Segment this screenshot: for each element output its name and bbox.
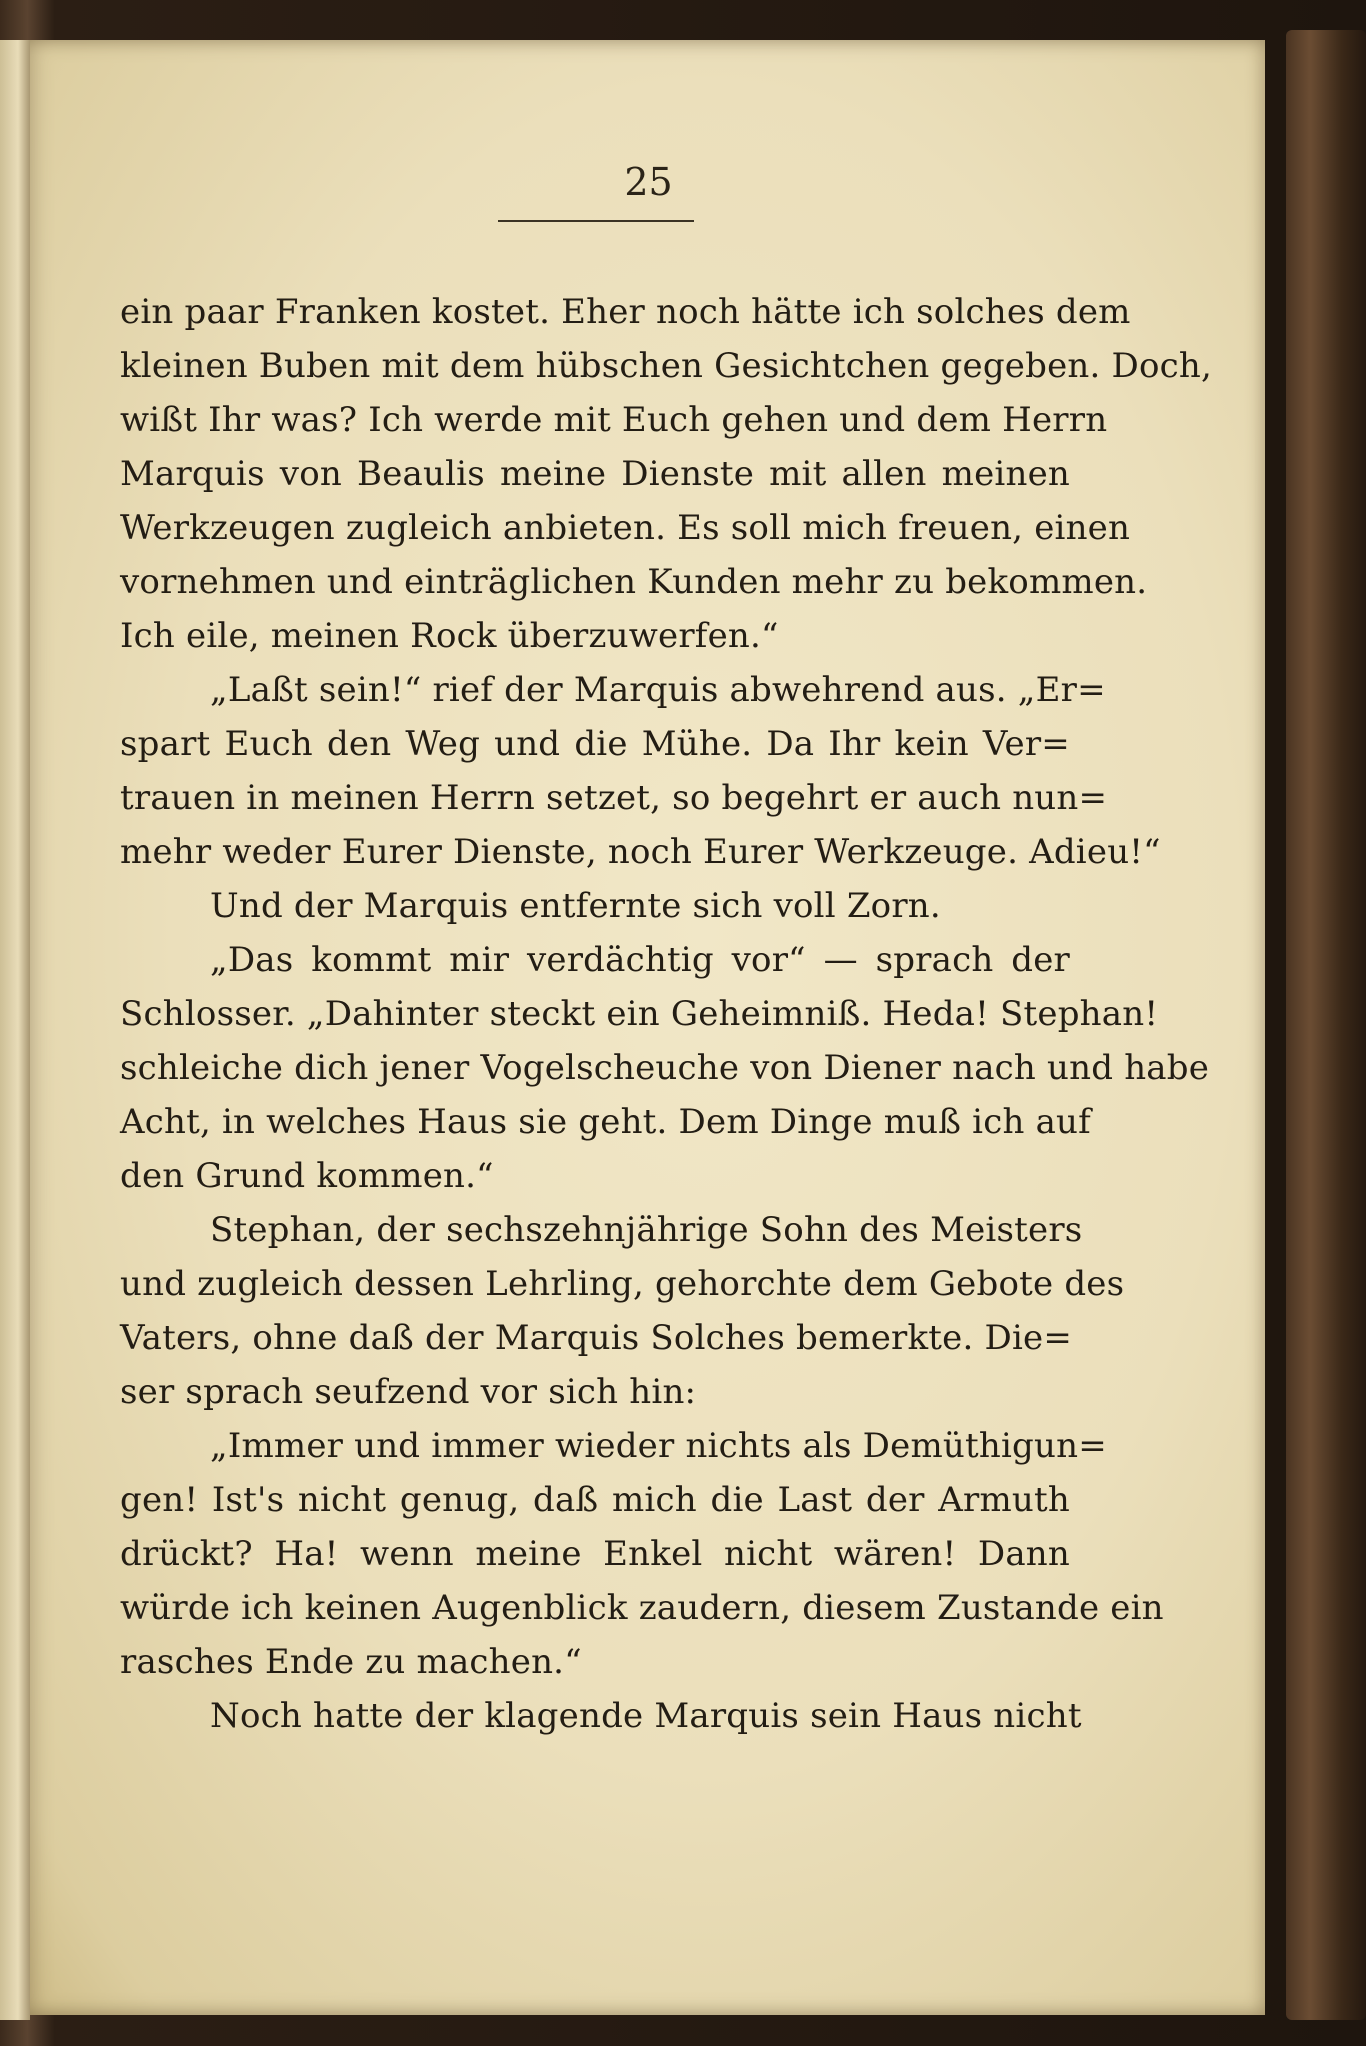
- page-gutter: [0, 40, 30, 2020]
- text-line: Stephan, der sechszehnjährige Sohn des Meisters: [210, 1210, 1083, 1250]
- text-line: den Grund kommen.“: [120, 1156, 494, 1196]
- text-line: gen! Ist's nicht genug, daß mich die Last der Armuth: [120, 1480, 1070, 1520]
- text-line: trauen in meinen Herrn setzet, so begehrt er auch nun=: [120, 778, 1108, 818]
- text-line: mehr weder Eurer Dienste, noch Eurer Werkzeuge. Adieu!“: [120, 832, 1161, 872]
- book-cover-edge: [1286, 30, 1366, 2020]
- text-line: rasches Ende zu machen.“: [120, 1642, 582, 1682]
- body-text: [120, 285, 1212, 1743]
- page-number: 25: [624, 160, 673, 204]
- text-line: „Immer und immer wieder nichts als Demüthigun=: [210, 1426, 1107, 1466]
- text-line: Acht, in welches Haus sie geht. Dem Dinge muß ich auf: [120, 1102, 1091, 1142]
- text-line: wißt Ihr was? Ich werde mit Euch gehen und dem Herrn: [120, 400, 1108, 440]
- header-rule: [498, 220, 694, 222]
- text-line: ein paar Franken kostet. Eher noch hätte ich solches dem: [120, 292, 1131, 332]
- text-line: Schlosser. „Dahinter steckt ein Geheimniß. Heda! Stephan!: [120, 994, 1159, 1034]
- text-line: vornehmen und einträglichen Kunden mehr zu bekommen.: [120, 562, 1148, 602]
- text-line: Vaters, ohne daß der Marquis Solches bemerkte. Die=: [120, 1318, 1073, 1358]
- text-line: Und der Marquis entfernte sich voll Zorn.: [210, 886, 941, 926]
- text-line: kleinen Buben mit dem hübschen Gesichtchen gegeben. Doch,: [120, 346, 1212, 386]
- text-line: drückt? Ha! wenn meine Enkel nicht wären! Dann: [120, 1534, 1070, 1574]
- text-line: Marquis von Beaulis meine Dienste mit allen meinen: [120, 454, 1070, 494]
- text-line: ser sprach seufzend vor sich hin:: [120, 1372, 697, 1412]
- book-page: [20, 40, 1265, 2015]
- text-line: Werkzeugen zugleich anbieten. Es soll mich freuen, einen: [120, 508, 1131, 548]
- text-line: schleiche dich jener Vogelscheuche von Diener nach und habe: [120, 1048, 1210, 1088]
- text-line: Ich eile, meinen Rock überzuwerfen.“: [120, 616, 779, 656]
- text-line: „Laßt sein!“ rief der Marquis abwehrend aus. „Er=: [210, 670, 1106, 710]
- text-line: „Das kommt mir verdächtig vor“ — sprach der: [210, 940, 1070, 980]
- text-line: und zugleich dessen Lehrling, gehorchte dem Gebote des: [120, 1264, 1125, 1304]
- text-line: würde ich keinen Augenblick zaudern, diesem Zustande ein: [120, 1588, 1164, 1628]
- text-line: Noch hatte der klagende Marquis sein Haus nicht: [210, 1696, 1082, 1736]
- text-line: spart Euch den Weg und die Mühe. Da Ihr kein Ver=: [120, 724, 1070, 764]
